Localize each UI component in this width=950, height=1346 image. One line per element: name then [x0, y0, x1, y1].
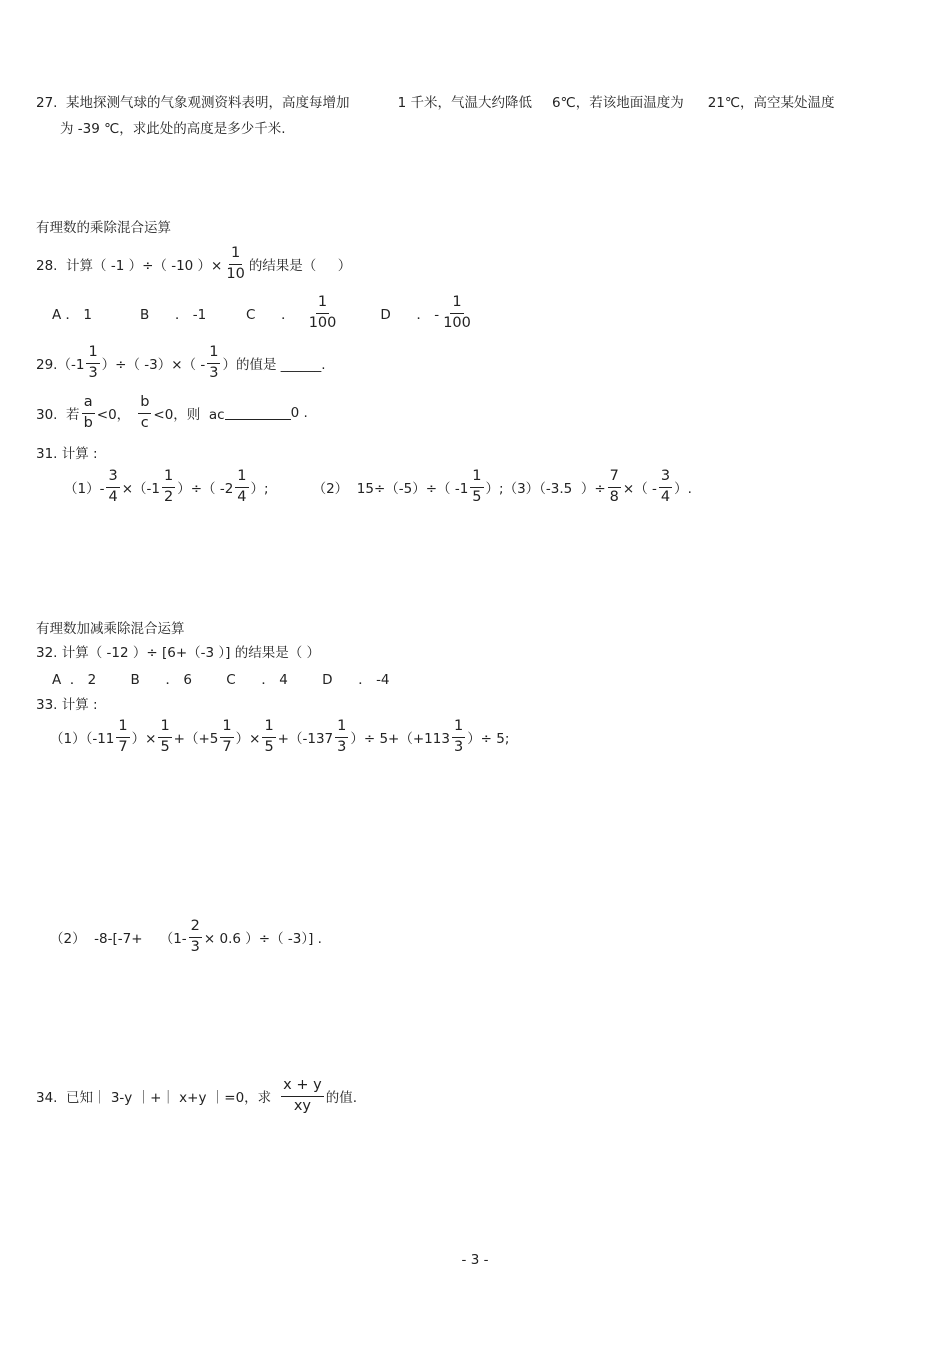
q31-p1-prefix: （1）-: [64, 481, 105, 497]
question-33-title: 33. 计算 :: [36, 697, 98, 713]
q33-p1-fraction-6: $\frac{1}{3}$: [453, 718, 464, 755]
q27-text-3: 6℃，若该地面温度为: [551, 95, 684, 111]
q29-middle: ）÷（ -3）×（ -: [101, 357, 206, 373]
question-31-title: 31. 计算 :: [36, 446, 98, 462]
q28-fraction: $\frac{1}{10}$: [226, 245, 245, 282]
q28-option-c-fraction: $\frac{1}{100}$: [308, 294, 337, 331]
q28-prefix: 28. 计算（ -1 ）÷（ -10 ）×: [36, 258, 223, 274]
q33-p1-op-3: ）×: [235, 731, 261, 747]
q29-fraction-1: $\frac{1}{3}$: [88, 344, 98, 381]
q30-middle: <0，: [96, 407, 131, 423]
q28-option-c: C ．: [246, 307, 295, 323]
q34-prefix: 34. 已知｜ 3-y ｜+｜ x+y ｜=0，求: [36, 1090, 272, 1106]
q28-option-d: D ． -: [380, 307, 440, 323]
q33-p1-fraction-4: $\frac{1}{5}$: [264, 718, 274, 755]
q30-fraction-1: $\frac{a}{b}$: [83, 394, 93, 431]
q31-p2-fraction-1: $\frac{1}{5}$: [472, 468, 482, 505]
q28-suffix: 的结果是（ ）: [248, 258, 352, 274]
q27-text-2: 1 千米，气温大约降低: [397, 95, 532, 111]
q31-p1-fraction-3: $\frac{1}{4}$: [237, 468, 247, 505]
q31-p2-suffix: ）;: [485, 481, 504, 497]
q31-p3-suffix: ）.: [674, 481, 692, 497]
q31-p3-fraction-2: $\frac{3}{4}$: [660, 468, 671, 505]
q27-text-line2: 为 -39 ℃，求此处的高度是多少千米.: [60, 121, 286, 137]
section-title-multiply-divide: 有理数的乘除混合运算: [36, 220, 171, 236]
q31-p1-suffix: ）;: [250, 481, 269, 497]
q29-prefix: 29.（-1: [36, 357, 85, 373]
q34-fraction: $\frac{x + y}{xy}$: [283, 1077, 322, 1114]
q33-p1-fraction-5: $\frac{1}{3}$: [337, 718, 347, 755]
q33-p1-prefix: （1）（-11: [50, 731, 115, 747]
q31-p3-middle: ×（ -: [622, 481, 657, 497]
q28-options: [52, 292, 475, 334]
q31-p3-fraction-1: $\frac{7}{8}$: [609, 468, 619, 505]
question-27: [36, 92, 835, 136]
question-30: [36, 392, 308, 434]
q33-p1-fraction-2: $\frac{1}{5}$: [160, 718, 170, 755]
q33-p1-fraction-3: $\frac{1}{7}$: [222, 718, 232, 755]
q30-prefix: 30. 若: [36, 407, 80, 423]
q29-suffix: ）的值是 ______.: [222, 357, 326, 373]
question-31-parts: [64, 466, 692, 508]
q31-p1-middle-1: ×（-1: [121, 481, 160, 497]
q32-options: A ． 2 B ． 6 C ． 4 D ． -4: [52, 672, 390, 688]
section-title-mixed-operations: 有理数加减乘除混合运算: [36, 621, 185, 637]
q31-p1-fraction-2: $\frac{1}{2}$: [163, 468, 174, 505]
q33-p2-suffix: × 0.6 ）÷（ -3）] .: [203, 931, 322, 947]
q33-p1-op-2: +（+5: [173, 731, 219, 747]
q30-suffix-2: 0 .: [290, 405, 308, 421]
q30-suffix-1: <0，则 ac: [153, 407, 225, 423]
q33-p1-op-5: ）÷ 5+（+113: [350, 731, 450, 747]
q27-text-1: 27. 某地探测气球的气象观测资料表明，高度每增加: [36, 95, 350, 111]
q29-fraction-2: $\frac{1}{3}$: [209, 344, 219, 381]
q33-p2-fraction-1: $\frac{2}{3}$: [190, 918, 200, 955]
question-29: [36, 342, 326, 384]
q33-p2-prefix: （2） -8-[-7+ （1-: [50, 931, 187, 947]
q33-part-1: [50, 716, 509, 758]
q28-option-a: A ． 1: [52, 307, 92, 323]
q31-p2-prefix: （2） 15÷（-5）÷（ -1: [312, 481, 469, 497]
q33-p1-op-1: ）×: [131, 731, 157, 747]
q31-p1-fraction-1: $\frac{3}{4}$: [108, 468, 118, 505]
page-number: - 3 -: [461, 1252, 489, 1268]
question-28: [36, 243, 351, 285]
q30-fraction-2: $\frac{b}{c}$: [140, 394, 150, 431]
q28-option-b: B ． -1: [140, 307, 207, 323]
q31-p1-middle-2: ）÷（ -2: [177, 481, 234, 497]
q33-p1-op-4: +（-137: [277, 731, 334, 747]
q28-option-d-fraction: $\frac{1}{100}$: [443, 294, 471, 331]
q33-part-2: [50, 916, 322, 958]
question-32: 32. 计算（ -12 ）÷ [6+（-3 ）] 的结果是（ ）: [36, 645, 321, 661]
q33-p1-suffix: ）÷ 5;: [467, 731, 510, 747]
q27-text-4: 21℃，高空某处温度: [707, 95, 835, 111]
q34-suffix: 的值.: [325, 1090, 357, 1106]
question-34: [36, 1075, 357, 1117]
q33-p1-fraction-1: $\frac{1}{7}$: [118, 718, 128, 755]
q30-answer-blank: [225, 407, 291, 420]
q31-p3-prefix: （3）（-3.5 ）÷: [503, 481, 606, 497]
